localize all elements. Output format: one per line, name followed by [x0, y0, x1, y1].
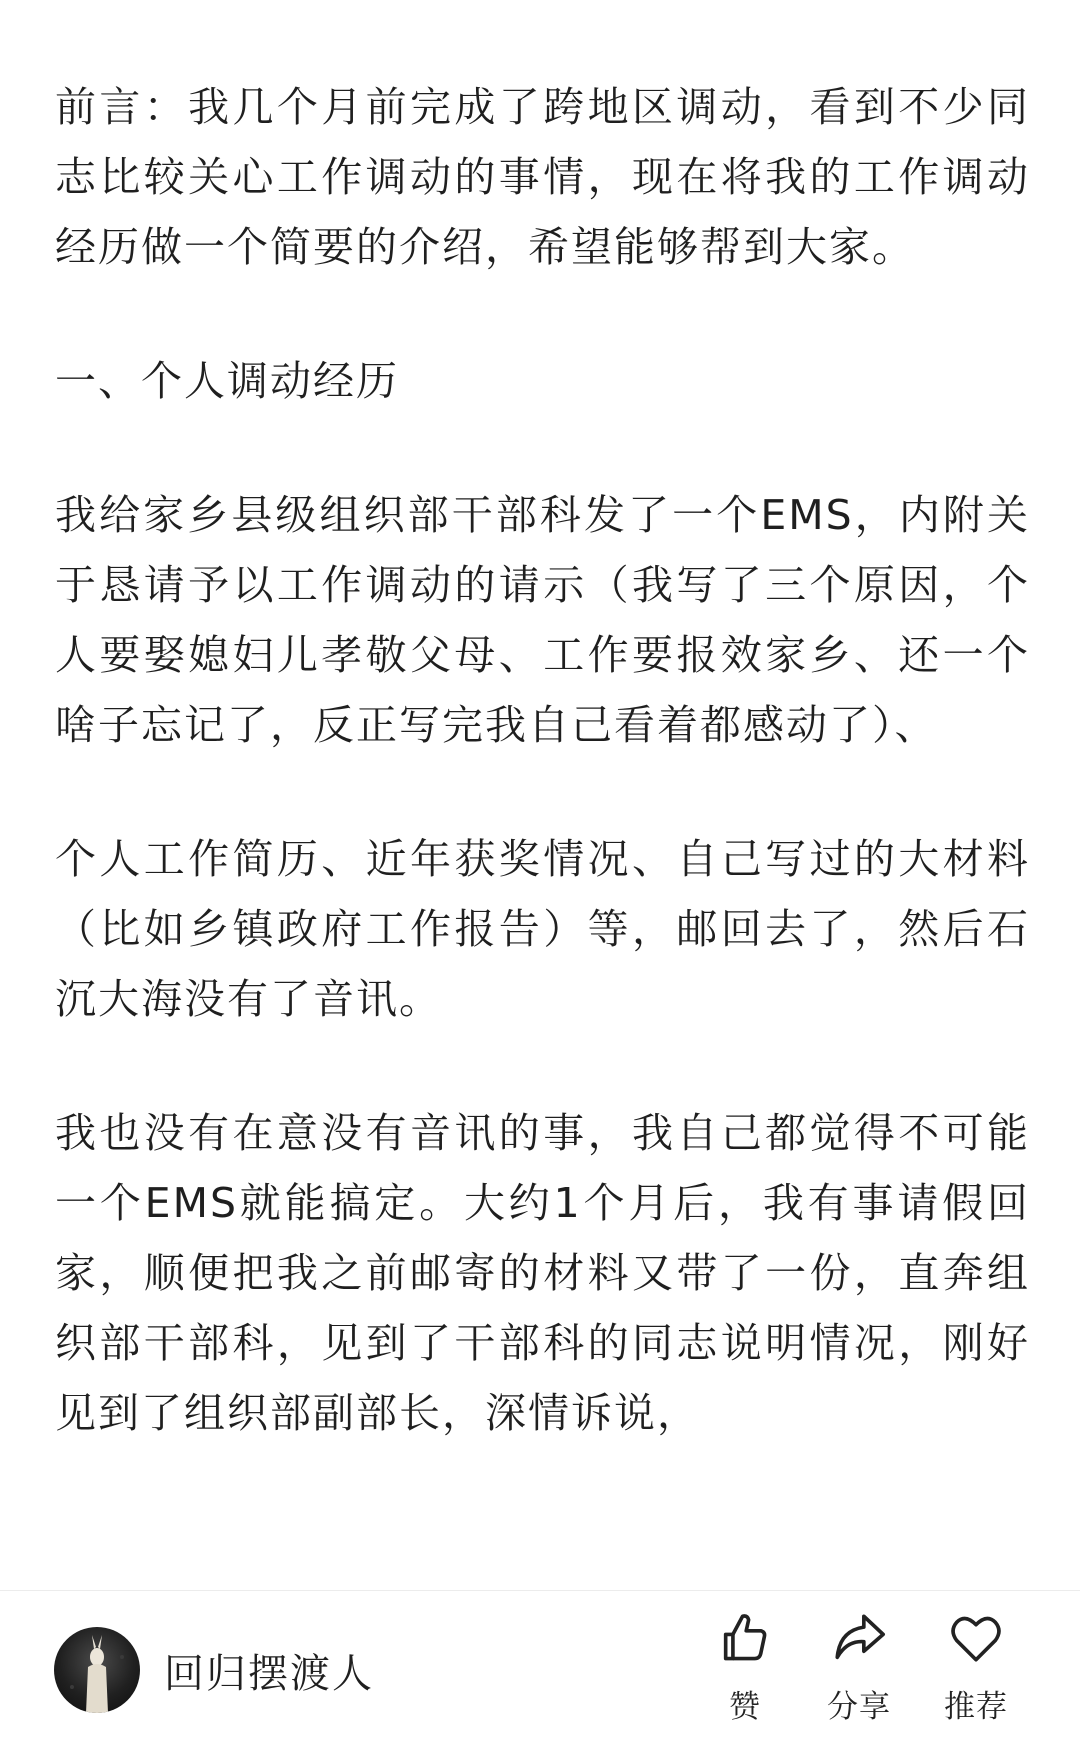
recommend-button[interactable]	[921, 1609, 1031, 1729]
thumbs-up-icon	[716, 1609, 774, 1667]
recommend-label: 推荐	[944, 1689, 1008, 1725]
author-info[interactable]	[54, 1627, 374, 1713]
share-label: 分享	[827, 1689, 891, 1725]
author-name[interactable]: 回归摆渡人	[164, 1650, 374, 1697]
share-button[interactable]	[804, 1609, 914, 1729]
avatar-figure-icon	[54, 1627, 140, 1713]
heart-icon	[947, 1609, 1005, 1667]
article-paragraph: 我也没有在意没有音讯的事，我自己都觉得不可能一个EMS就能搞定。大约1个月后，我有事请假回家，顺便把我之前邮寄的材料又带了一份，直奔组织部干部科，见到了干部科的同志说明情况，刚好见到了组织部副部长，深情诉说，	[55, 1109, 1030, 1437]
like-button[interactable]	[690, 1609, 800, 1729]
article-paragraph-preface: 前言：我几个月前完成了跨地区调动，看到不少同志比较关心工作调动的事情，现在将我的工作调动经历做一个简要的介绍，希望能够帮到大家。	[55, 83, 1030, 271]
action-group	[690, 1609, 1045, 1729]
article-section-heading: 一、个人调动经历	[55, 357, 399, 405]
article-body	[55, 72, 1030, 1587]
article-paragraph: 个人工作简历、近年获奖情况、自己写过的大材料（比如乡镇政府工作报告）等，邮回去了，然后石沉大海没有了音讯。	[55, 835, 1030, 1023]
bottom-action-bar	[0, 1590, 1080, 1748]
avatar[interactable]	[54, 1627, 140, 1713]
article-paragraph: 我给家乡县级组织部干部科发了一个EMS，内附关于恳请予以工作调动的请示（我写了三个原因，个人要娶媳妇儿孝敬父母、工作要报效家乡、还一个啥子忘记了，反正写完我自己看着都感动了）、	[55, 491, 1030, 749]
share-arrow-icon	[830, 1609, 888, 1667]
like-label: 赞	[729, 1689, 761, 1725]
